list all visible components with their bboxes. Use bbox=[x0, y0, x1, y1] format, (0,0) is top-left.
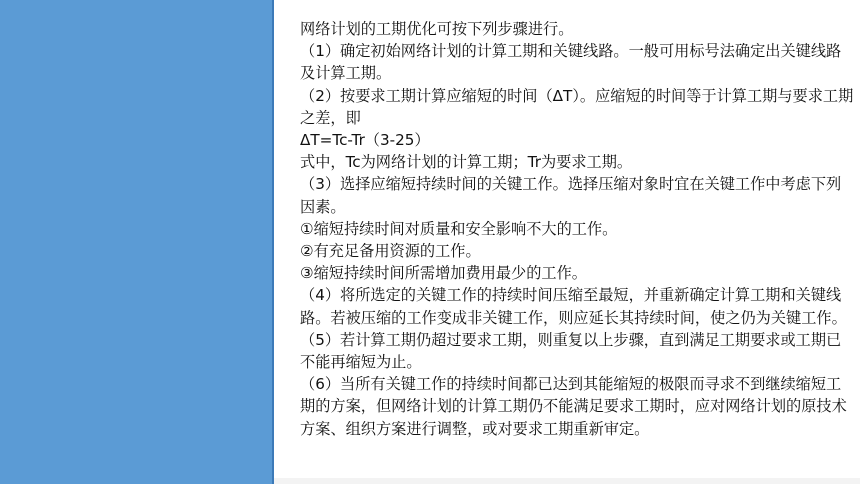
side-panel-border bbox=[272, 0, 274, 484]
factor-3: ③缩短持续时间所需增加费用最少的工作。 bbox=[300, 264, 587, 283]
factor-2: ②有充足备用资源的工作。 bbox=[300, 242, 481, 261]
paragraph-intro: 网络计划的工期优化可按下列步骤进行。 bbox=[300, 20, 574, 38]
formula: ΔT=Tc-Tr（3-25） bbox=[300, 131, 430, 150]
paragraph-step-2: （2）按要求工期计算应缩短的时间（ΔT）。应缩短的时间等于计算工期与要求工期之差，即 bbox=[300, 86, 854, 127]
paragraph-step-5: （5）若计算工期仍超过要求工期，则重复以上步骤，直到满足工期要求或工期已不能再缩短为止。 bbox=[300, 330, 842, 372]
paragraph-step-3: （3）选择应缩短持续时间的关键工作。选择压缩对象时宜在关键工作中考虑下列因素。 bbox=[300, 175, 842, 216]
paragraph-step-6: （6）当所有关键工作的持续时间都已达到其能缩短的极限而寻求不到继续缩短工期的方案，但网络计划的计算工期仍不能满足要求工期时，应对网络计划的原技术方案、组织方案进行调整，或对要求工期重新审定。 bbox=[300, 375, 847, 438]
paragraph-step-1: （1）确定初始网络计划的计算工期和关键线路。一般可用标号法确定出关键线路及计算工期。 bbox=[300, 42, 842, 83]
side-panel bbox=[0, 0, 272, 484]
formula-explanation: 式中，Tc为网络计划的计算工期；Tr为要求工期。 bbox=[300, 153, 633, 172]
bottom-strip bbox=[274, 478, 860, 484]
factor-1: ①缩短持续时间对质量和安全影响不大的工作。 bbox=[300, 219, 618, 238]
paragraph-step-4: （4）将所选定的关键工作的持续时间压缩至最短，并重新确定计算工期和关键线路。若被压缩的工作变成非关键工作，则应延长其持续时间，使之仍为关键工作。 bbox=[300, 286, 847, 327]
document-body bbox=[300, 18, 856, 440]
